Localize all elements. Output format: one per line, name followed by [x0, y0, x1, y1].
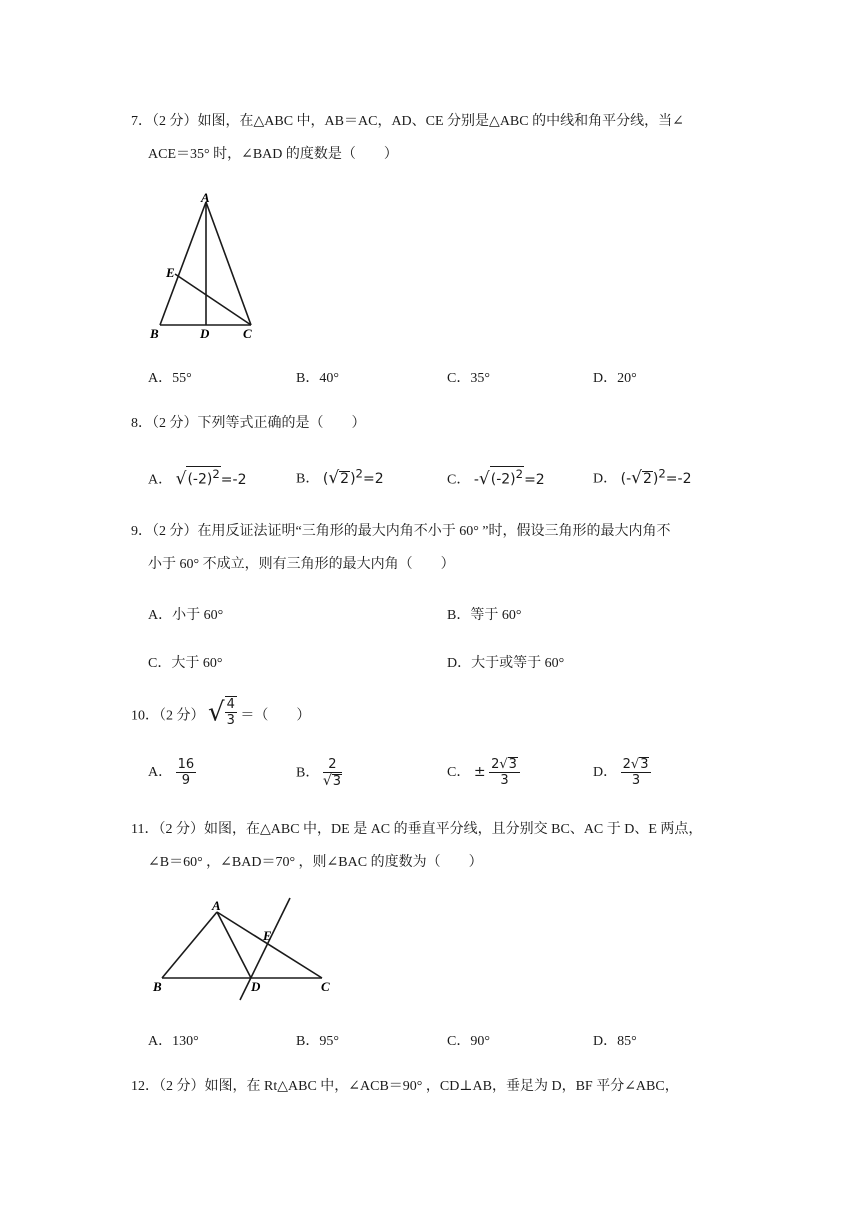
q7-option-b[interactable]: B．40°: [296, 371, 339, 386]
q10-option-c-letter: C．: [447, 765, 471, 781]
q9-stem-line1: 9．（2 分）在用反证法证明“三角形的最大内角不小于 60° ”时，假设三角形的最大内角不: [131, 524, 671, 539]
q11-option-d[interactable]: D．85°: [593, 1034, 637, 1049]
q11-label-e: E: [263, 928, 272, 943]
q10-stem-tail: ＝（ ）: [240, 708, 311, 724]
q8-option-c-letter: C．: [447, 472, 471, 488]
q11-option-a[interactable]: A．130°: [148, 1034, 199, 1049]
q11-label-c: C: [321, 979, 330, 994]
q11-label-b: B: [153, 979, 162, 994]
q10-option-d-frac: $\frac{2√3}{3}$: [621, 757, 652, 789]
q8-option-b[interactable]: [296, 466, 384, 488]
q10-option-d-letter: D．: [593, 765, 618, 781]
q10-option-c-pm: ±: [473, 764, 486, 781]
q9-option-d[interactable]: D．大于或等于 60°: [447, 656, 565, 671]
q8-option-a[interactable]: [148, 466, 246, 489]
q10-option-d[interactable]: [593, 757, 651, 789]
q7-option-d[interactable]: D．20°: [593, 371, 637, 386]
q7-label-a: A: [201, 190, 210, 205]
q9-option-b[interactable]: B．等于 60°: [447, 608, 522, 623]
q8-option-a-letter: A．: [148, 472, 173, 488]
q11-side-ab: [162, 912, 217, 978]
q8-stem: 8．（2 分）下列等式正确的是（ ）: [131, 416, 366, 431]
q7-label-e: E: [166, 265, 175, 280]
q8-option-d-letter: D．: [593, 471, 618, 487]
q7-side-ab: [160, 202, 206, 325]
q11-bisector-de: [240, 898, 290, 1000]
q7-label-d: D: [200, 326, 210, 341]
q7-stem-line2: ACE＝35° 时，∠BAD 的度数是（ ）: [148, 147, 398, 162]
q10-option-c-frac: $\frac{2√3}{3}$: [489, 757, 520, 789]
q7-triangle-figure: [140, 188, 270, 343]
q7-side-ac: [206, 202, 251, 325]
q7-option-a[interactable]: A．55°: [148, 371, 192, 386]
q7-stem-line1: 7．（2 分）如图，在△ABC 中，AB＝AC，AD、CE 分别是△ABC 的中线和角平分线，当∠: [131, 114, 684, 129]
q10-stem: [131, 697, 311, 733]
q11-triangle-figure: [145, 896, 345, 1004]
q10-option-a-frac: $\frac{16}{9}$: [177, 757, 195, 788]
q7-label-c: C: [243, 326, 252, 341]
q10-option-c[interactable]: [447, 757, 520, 789]
q8-option-b-letter: B．: [296, 471, 320, 487]
q8-option-b-expr: $(√2)^2=2$: [322, 466, 384, 488]
q11-label-a: A: [212, 898, 221, 913]
q11-option-c[interactable]: C．90°: [447, 1034, 490, 1049]
q10-option-a[interactable]: [148, 757, 196, 789]
q8-option-a-expr: $√(-2)^2=-2$: [175, 467, 247, 489]
q8-option-d[interactable]: [593, 466, 692, 488]
q10-stem-prefix: 10．（2 分）: [131, 708, 205, 724]
q10-option-b[interactable]: [296, 757, 342, 790]
q9-stem-line2: 小于 60° 不成立，则有三角形的最大内角（ ）: [148, 557, 455, 572]
q9-option-a[interactable]: A．小于 60°: [148, 608, 224, 623]
q10-option-b-frac: $\frac{2}{√3}$: [322, 757, 342, 789]
q11-stem-line1: 11．（2 分）如图，在△ABC 中，DE 是 AC 的垂直平分线，且分别交 BC、AC 于 D、E 两点，: [131, 822, 703, 837]
q11-label-d: D: [251, 979, 261, 994]
q11-option-b[interactable]: B．95°: [296, 1034, 339, 1049]
q8-option-c[interactable]: [447, 466, 545, 489]
q8-option-d-expr: $(-√2)^2=-2$: [620, 466, 692, 488]
q10-option-b-letter: B．: [296, 765, 320, 781]
q8-option-c-expr: $-√(-2)^2=2$: [473, 467, 545, 489]
q10-option-a-letter: A．: [148, 765, 173, 781]
q11-stem-line2: ∠B＝60° ，∠BAD＝70° ，则∠BAC 的度数为（ ）: [148, 855, 483, 870]
q12-stem-line1: 12．（2 分）如图，在 Rt△ABC 中，∠ACB＝90° ，CD⊥AB，垂足为 D，BF 平分∠ABC，: [131, 1079, 679, 1094]
q7-bisector-ce: [175, 274, 251, 325]
q11-side-ac: [217, 912, 322, 978]
q7-option-c[interactable]: C．35°: [447, 371, 490, 386]
q9-option-c[interactable]: C．大于 60°: [148, 656, 223, 671]
q10-radical-expr: √ $\frac{4}{3}$: [208, 697, 235, 728]
q7-label-b: B: [150, 326, 159, 341]
